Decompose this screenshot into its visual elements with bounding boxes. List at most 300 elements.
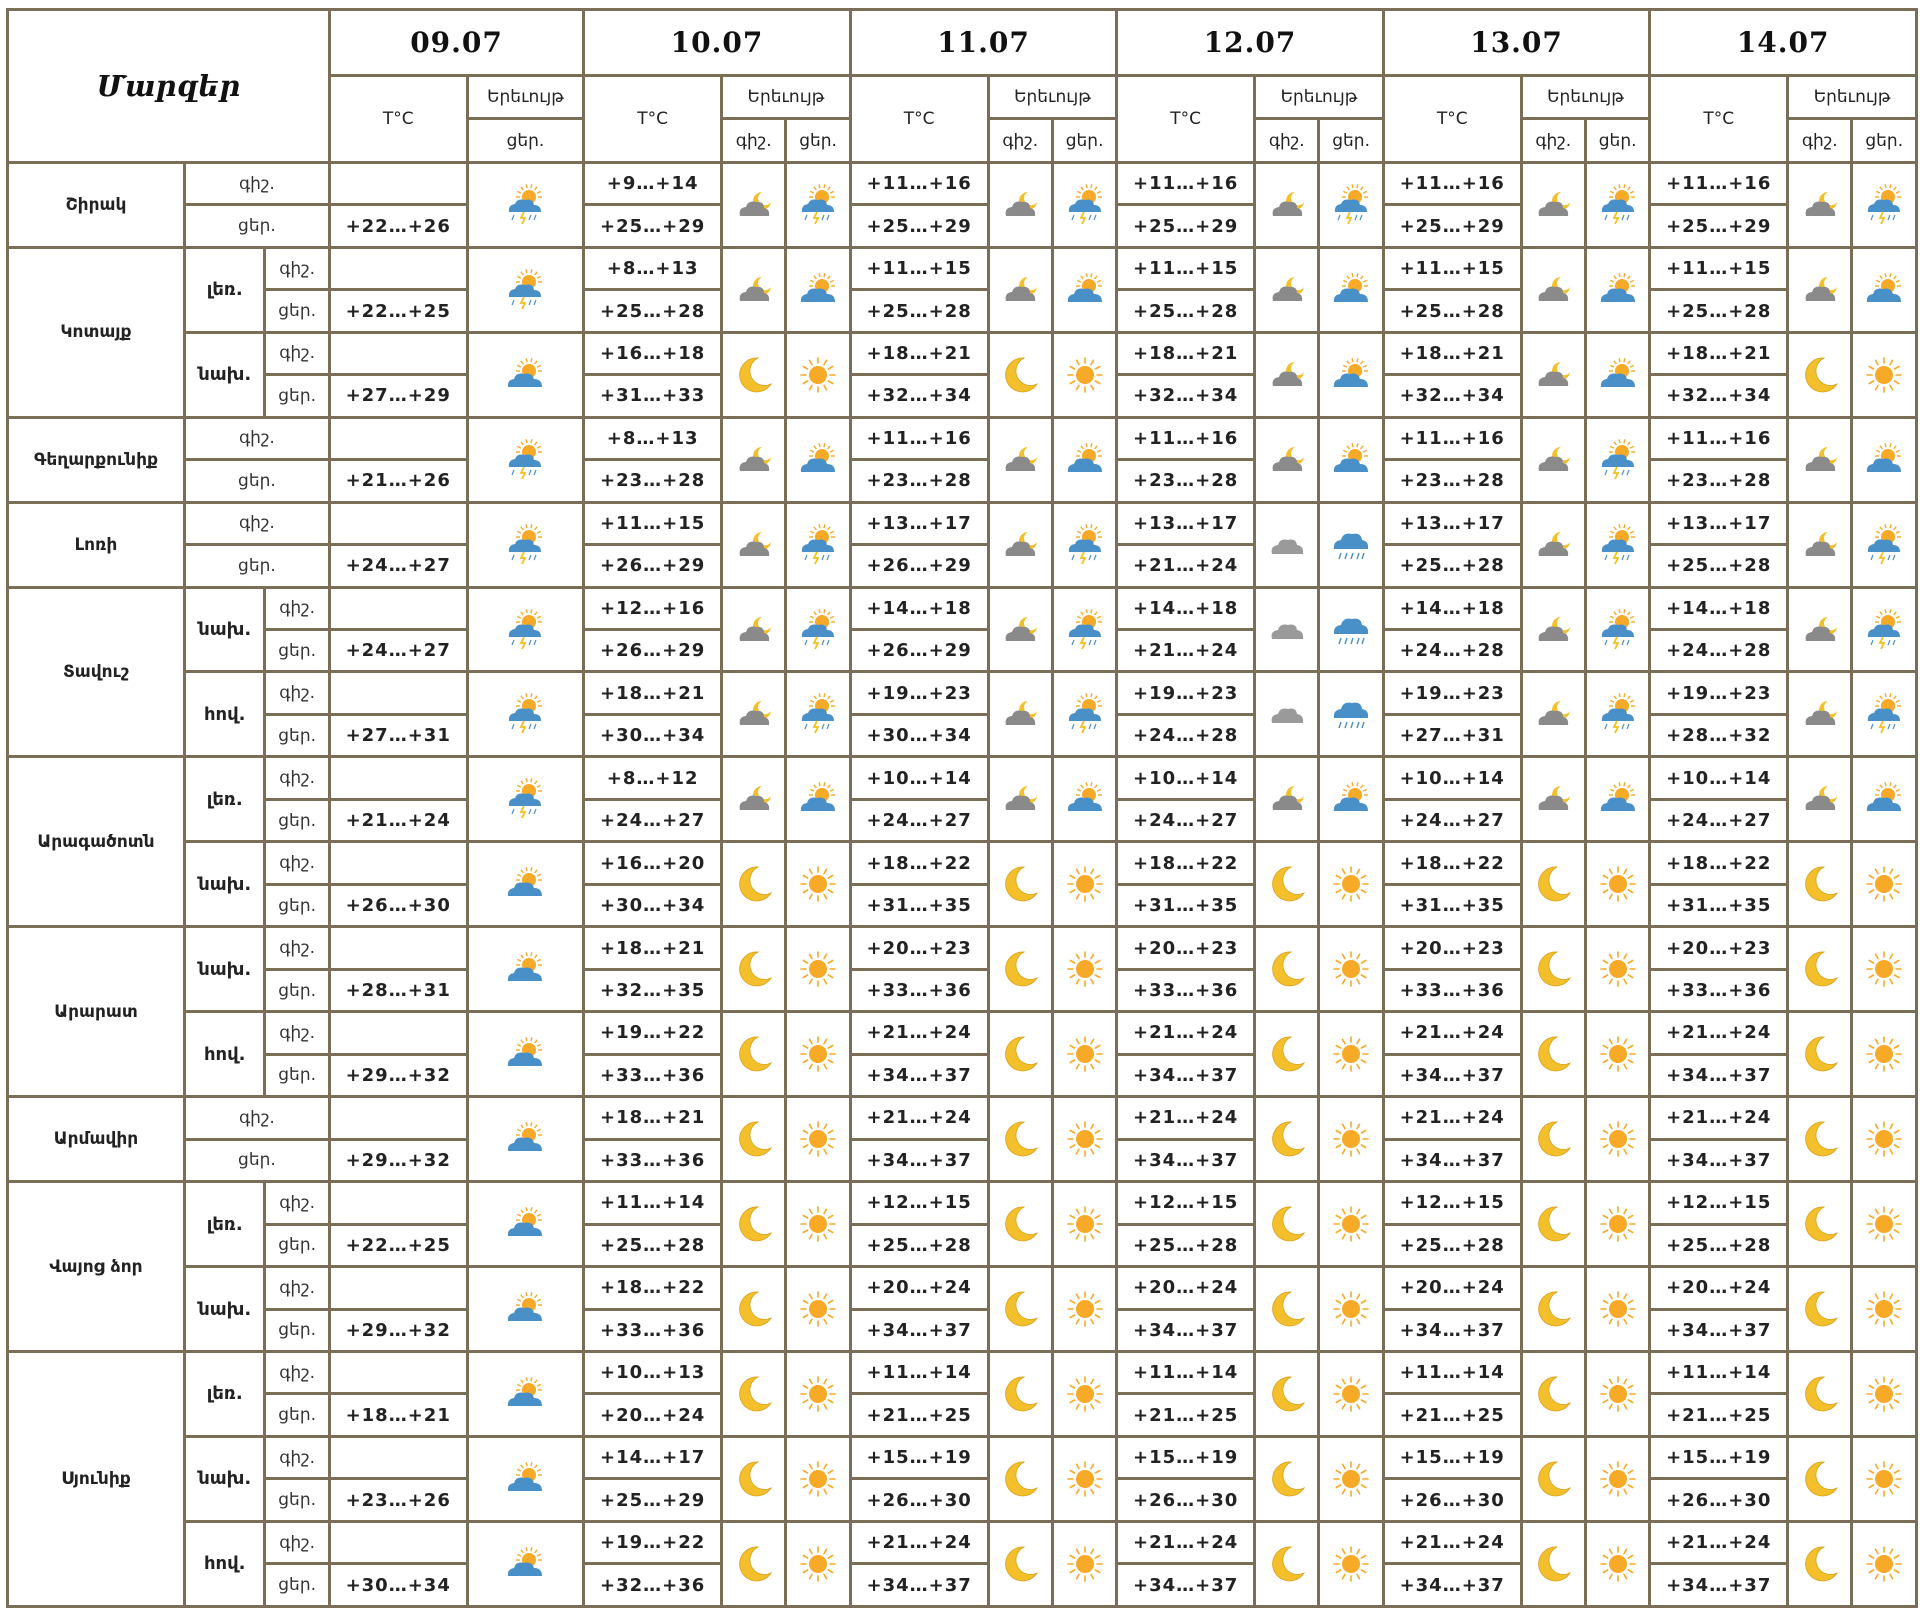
moon-icon — [988, 1436, 1052, 1521]
sun-icon — [1319, 927, 1383, 1012]
temp-day: +34…+37 — [1650, 1139, 1788, 1181]
temp-day: +23…+28 — [584, 460, 722, 502]
temp-day: +25…+28 — [1650, 290, 1788, 332]
forecast-row-night — [8, 1182, 1917, 1224]
temp-night: +21…+24 — [1650, 1521, 1788, 1563]
temp-night: +16…+20 — [584, 842, 722, 884]
sun-icon — [1852, 1097, 1917, 1182]
weather-header: Երեւույթ — [988, 75, 1117, 119]
temp-header: T°C — [1650, 75, 1788, 162]
moon-icon — [1521, 927, 1585, 1012]
sun-icon — [1052, 1521, 1116, 1606]
moon-icon — [722, 1351, 786, 1436]
temp-night: +20…+24 — [1650, 1267, 1788, 1309]
temp-night: +20…+24 — [1383, 1267, 1521, 1309]
temp-night: +11…+15 — [850, 247, 988, 289]
temp-day: +24…+27 — [1383, 799, 1521, 841]
temp-day: +34…+37 — [1383, 1054, 1521, 1096]
temp-day: +26…+30 — [329, 884, 467, 926]
temp-day: +21…+24 — [1117, 545, 1255, 587]
cloud-sun-icon — [1052, 757, 1116, 842]
moon-icon — [988, 842, 1052, 927]
forecast-row-night — [8, 1521, 1917, 1563]
night-label: գիշ. — [265, 587, 329, 629]
storm-sun-icon — [1585, 587, 1649, 672]
temp-night: +11…+16 — [1650, 162, 1788, 204]
forecast-row-night — [8, 842, 1917, 884]
moon-icon — [1521, 1351, 1585, 1436]
zone-label: նախ. — [185, 1267, 265, 1352]
moon-icon — [1521, 1097, 1585, 1182]
temp-night: +21…+24 — [850, 1012, 988, 1054]
cloud-moon-icon — [1255, 417, 1319, 502]
temp-night: +14…+18 — [1650, 587, 1788, 629]
weather-header: Երեւույթ — [1255, 75, 1384, 119]
moon-icon — [988, 332, 1052, 417]
moon-icon — [1788, 1097, 1852, 1182]
temp-night: +12…+15 — [1650, 1182, 1788, 1224]
temp-day: +24…+27 — [329, 630, 467, 672]
cloud-sun-icon — [786, 247, 850, 332]
temp-day: +30…+34 — [850, 714, 988, 756]
moon-icon — [1255, 1182, 1319, 1267]
storm-sun-icon — [467, 757, 584, 842]
day-header: ցեր. — [1319, 119, 1383, 163]
moon-icon — [1255, 927, 1319, 1012]
cloud-sun-icon — [467, 1012, 584, 1097]
temp-day: +34…+37 — [850, 1564, 988, 1607]
header-row-dates — [8, 10, 1917, 76]
zone-label: նախ. — [185, 927, 265, 1012]
moon-icon — [1255, 842, 1319, 927]
temp-night: +8…+13 — [584, 417, 722, 459]
temp-night: +11…+16 — [1383, 417, 1521, 459]
sun-icon — [786, 1097, 850, 1182]
sun-icon — [1052, 842, 1116, 927]
temp-header: T°C — [1117, 75, 1255, 162]
sun-icon — [1319, 1012, 1383, 1097]
temp-night-empty — [329, 587, 467, 629]
temp-header: T°C — [584, 75, 722, 162]
forecast-row-night — [8, 927, 1917, 969]
sun-icon — [1585, 842, 1649, 927]
cloud-moon-icon — [1521, 332, 1585, 417]
temp-day: +24…+27 — [329, 545, 467, 587]
temp-night: +14…+18 — [1117, 587, 1255, 629]
temp-day: +25…+28 — [1383, 290, 1521, 332]
night-label: գիշ. — [265, 1182, 329, 1224]
forecast-row-night — [8, 1351, 1917, 1393]
moon-icon — [722, 1267, 786, 1352]
night-header: գիշ. — [1255, 119, 1319, 163]
region-name: Արմավիր — [8, 1097, 185, 1182]
temp-night-empty — [329, 1182, 467, 1224]
night-label: գիշ. — [265, 332, 329, 374]
moon-icon — [1255, 1351, 1319, 1436]
moon-icon — [722, 1182, 786, 1267]
temp-night: +11…+15 — [1117, 247, 1255, 289]
sun-icon — [1319, 1436, 1383, 1521]
temp-day: +31…+35 — [1650, 884, 1788, 926]
temp-night: +18…+21 — [584, 672, 722, 714]
temp-night: +13…+17 — [850, 502, 988, 544]
moon-icon — [1788, 1267, 1852, 1352]
day-label: ցեր. — [265, 1224, 329, 1266]
storm-sun-icon — [467, 162, 584, 247]
moon-icon — [1521, 1521, 1585, 1606]
night-label: գիշ. — [185, 417, 330, 459]
moon-icon — [1255, 1436, 1319, 1521]
region-name: Լոռի — [8, 502, 185, 587]
temp-night: +11…+16 — [1117, 417, 1255, 459]
temp-night: +21…+24 — [850, 1097, 988, 1139]
cloud-moon-icon — [1521, 417, 1585, 502]
moon-icon — [1788, 1012, 1852, 1097]
rain-cloud-icon — [1255, 502, 1319, 587]
cloud-moon-icon — [1788, 502, 1852, 587]
date-header: 09.07 — [329, 10, 583, 76]
storm-cloud-icon — [1319, 502, 1383, 587]
temp-day: +25…+29 — [1117, 205, 1255, 247]
cloud-sun-icon — [467, 1097, 584, 1182]
cloud-sun-icon — [1319, 757, 1383, 842]
sun-icon — [1585, 1436, 1649, 1521]
temp-night: +11…+16 — [1650, 417, 1788, 459]
night-header: գիշ. — [1788, 119, 1852, 163]
temp-day: +30…+34 — [584, 884, 722, 926]
day-label: ցեր. — [265, 1309, 329, 1351]
moon-icon — [722, 332, 786, 417]
temp-night: +15…+19 — [1650, 1436, 1788, 1478]
cloud-sun-icon — [1585, 332, 1649, 417]
moon-icon — [1255, 1267, 1319, 1352]
temp-day: +30…+34 — [329, 1564, 467, 1607]
forecast-row-night — [8, 672, 1917, 714]
sun-icon — [1852, 927, 1917, 1012]
sun-icon — [786, 842, 850, 927]
storm-sun-icon — [467, 502, 584, 587]
sun-icon — [1319, 1097, 1383, 1182]
day-label: ցեր. — [185, 205, 330, 247]
temp-day: +26…+29 — [850, 630, 988, 672]
temp-night: +11…+15 — [584, 502, 722, 544]
cloud-moon-icon — [1788, 757, 1852, 842]
temp-day: +34…+37 — [1117, 1564, 1255, 1607]
cloud-moon-icon — [1788, 587, 1852, 672]
temp-night: +19…+23 — [1650, 672, 1788, 714]
temp-day: +18…+21 — [329, 1394, 467, 1436]
forecast-body — [8, 10, 1917, 1607]
temp-day: +25…+29 — [1650, 205, 1788, 247]
temp-day: +27…+29 — [329, 375, 467, 417]
temp-night-empty — [329, 247, 467, 289]
rain-cloud-icon — [1255, 672, 1319, 757]
temp-day: +26…+30 — [1383, 1479, 1521, 1521]
temp-day: +21…+25 — [1117, 1394, 1255, 1436]
moon-icon — [722, 927, 786, 1012]
temp-day: +24…+27 — [584, 799, 722, 841]
temp-night: +14…+17 — [584, 1436, 722, 1478]
temp-day: +31…+35 — [1117, 884, 1255, 926]
temp-day: +27…+31 — [1383, 714, 1521, 756]
storm-sun-icon — [1585, 502, 1649, 587]
temp-day: +34…+37 — [1383, 1564, 1521, 1607]
day-label: ցեր. — [265, 799, 329, 841]
moon-icon — [988, 1267, 1052, 1352]
temp-day: +34…+37 — [850, 1054, 988, 1096]
zone-label: նախ. — [185, 587, 265, 672]
sun-icon — [1585, 1097, 1649, 1182]
temp-day: +26…+29 — [584, 545, 722, 587]
temp-day: +24…+27 — [1117, 799, 1255, 841]
zone-label: նախ. — [185, 332, 265, 417]
temp-day: +21…+26 — [329, 460, 467, 502]
night-label: գիշ. — [265, 842, 329, 884]
temp-night: +11…+14 — [1117, 1351, 1255, 1393]
temp-day: +32…+36 — [584, 1564, 722, 1607]
sun-icon — [1052, 1351, 1116, 1436]
storm-sun-icon — [1852, 502, 1917, 587]
temp-night: +21…+24 — [1650, 1012, 1788, 1054]
sun-icon — [1319, 1267, 1383, 1352]
temp-night: +18…+21 — [1650, 332, 1788, 374]
temp-night: +14…+18 — [1383, 587, 1521, 629]
temp-night: +20…+23 — [1383, 927, 1521, 969]
temp-night: +15…+19 — [1383, 1436, 1521, 1478]
cloud-sun-icon — [467, 332, 584, 417]
cloud-sun-icon — [1852, 757, 1917, 842]
storm-sun-icon — [786, 587, 850, 672]
temp-day: +25…+29 — [1383, 205, 1521, 247]
storm-sun-icon — [467, 247, 584, 332]
cloud-moon-icon — [722, 757, 786, 842]
temp-night: +10…+13 — [584, 1351, 722, 1393]
temp-night: +18…+21 — [1117, 332, 1255, 374]
cloud-sun-icon — [1052, 417, 1116, 502]
temp-header: T°C — [1383, 75, 1521, 162]
cloud-moon-icon — [1521, 757, 1585, 842]
temp-night: +10…+14 — [850, 757, 988, 799]
sun-icon — [1852, 1182, 1917, 1267]
temp-night: +15…+19 — [850, 1436, 988, 1478]
sun-icon — [1585, 1182, 1649, 1267]
moon-icon — [722, 1012, 786, 1097]
temp-day: +31…+33 — [584, 375, 722, 417]
moon-icon — [988, 1182, 1052, 1267]
sun-icon — [1319, 1521, 1383, 1606]
night-label: գիշ. — [265, 1436, 329, 1478]
zone-label: լեռ. — [185, 757, 265, 842]
date-header: 10.07 — [584, 10, 851, 76]
temp-night-empty — [329, 502, 467, 544]
zone-label: լեռ. — [185, 1351, 265, 1436]
temp-night: +8…+12 — [584, 757, 722, 799]
temp-day: +28…+31 — [329, 969, 467, 1011]
night-label: գիշ. — [265, 1521, 329, 1563]
temp-night-empty — [329, 927, 467, 969]
cloud-moon-icon — [722, 417, 786, 502]
temp-day: +26…+29 — [850, 545, 988, 587]
moon-icon — [1788, 1182, 1852, 1267]
temp-night: +21…+24 — [1117, 1097, 1255, 1139]
temp-night: +11…+16 — [1383, 162, 1521, 204]
temp-night: +20…+23 — [1117, 927, 1255, 969]
region-name: Սյունիք — [8, 1351, 185, 1606]
temp-night: +18…+21 — [1383, 332, 1521, 374]
temp-night: +12…+15 — [850, 1182, 988, 1224]
cloud-moon-icon — [722, 587, 786, 672]
temp-night: +19…+23 — [1383, 672, 1521, 714]
temp-night: +18…+22 — [1650, 842, 1788, 884]
storm-sun-icon — [1052, 502, 1116, 587]
temp-day: +30…+34 — [584, 714, 722, 756]
cloud-sun-icon — [1852, 417, 1917, 502]
temp-night-empty — [329, 1521, 467, 1563]
sun-icon — [1052, 1097, 1116, 1182]
temp-day: +34…+37 — [1383, 1309, 1521, 1351]
day-label: ցեր. — [265, 1054, 329, 1096]
cloud-sun-icon — [467, 1436, 584, 1521]
temp-day: +21…+24 — [329, 799, 467, 841]
sun-icon — [1852, 1521, 1917, 1606]
moon-icon — [1521, 1182, 1585, 1267]
storm-sun-icon — [1052, 672, 1116, 757]
forecast-row-night — [8, 1267, 1917, 1309]
night-label: գիշ. — [265, 1351, 329, 1393]
temp-day: +24…+27 — [1650, 799, 1788, 841]
night-label: գիշ. — [265, 1267, 329, 1309]
temp-night-empty — [329, 417, 467, 459]
temp-night: +20…+24 — [1117, 1267, 1255, 1309]
sun-icon — [1052, 1436, 1116, 1521]
temp-day: +34…+37 — [1117, 1309, 1255, 1351]
sun-icon — [1852, 1351, 1917, 1436]
day-label: ցեր. — [185, 545, 330, 587]
cloud-moon-icon — [1788, 247, 1852, 332]
temp-day: +25…+28 — [850, 1224, 988, 1266]
cloud-moon-icon — [1255, 332, 1319, 417]
moon-icon — [1255, 1521, 1319, 1606]
temp-day: +23…+28 — [1650, 460, 1788, 502]
cloud-moon-icon — [988, 587, 1052, 672]
temp-day: +25…+28 — [1117, 1224, 1255, 1266]
temp-day: +29…+32 — [329, 1054, 467, 1096]
temp-day: +33…+36 — [1650, 969, 1788, 1011]
storm-sun-icon — [1319, 162, 1383, 247]
temp-night: +21…+24 — [850, 1521, 988, 1563]
regions-title: Մարզեր — [8, 10, 330, 163]
forecast-row-night — [8, 757, 1917, 799]
temp-day: +31…+35 — [850, 884, 988, 926]
sun-icon — [1319, 842, 1383, 927]
moon-icon — [722, 1521, 786, 1606]
moon-icon — [1788, 1436, 1852, 1521]
temp-night-empty — [329, 1012, 467, 1054]
storm-sun-icon — [1585, 162, 1649, 247]
temp-night: +9…+14 — [584, 162, 722, 204]
moon-icon — [988, 1521, 1052, 1606]
temp-day: +34…+37 — [1117, 1054, 1255, 1096]
temp-night: +21…+24 — [1650, 1097, 1788, 1139]
sun-icon — [1585, 1351, 1649, 1436]
temp-day: +21…+25 — [850, 1394, 988, 1436]
rain-cloud-icon — [1255, 587, 1319, 672]
temp-night: +18…+22 — [584, 1267, 722, 1309]
temp-night: +13…+17 — [1383, 502, 1521, 544]
storm-sun-icon — [1585, 672, 1649, 757]
temp-night: +18…+22 — [1383, 842, 1521, 884]
day-header: ցեր. — [1052, 119, 1116, 163]
date-header: 12.07 — [1117, 10, 1384, 76]
temp-day: +32…+34 — [850, 375, 988, 417]
temp-day: +21…+24 — [1117, 630, 1255, 672]
temp-night-empty — [329, 1351, 467, 1393]
temp-night: +21…+24 — [1117, 1012, 1255, 1054]
temp-day: +34…+37 — [850, 1309, 988, 1351]
temp-day: +34…+37 — [1117, 1139, 1255, 1181]
day-label: ցեր. — [265, 290, 329, 332]
cloud-moon-icon — [1255, 247, 1319, 332]
night-label: գիշ. — [185, 1097, 330, 1139]
temp-day: +32…+34 — [1117, 375, 1255, 417]
temp-day: +29…+32 — [329, 1309, 467, 1351]
temp-night: +18…+21 — [584, 927, 722, 969]
temp-night: +10…+14 — [1117, 757, 1255, 799]
cloud-moon-icon — [722, 162, 786, 247]
temp-night: +20…+23 — [850, 927, 988, 969]
cloud-sun-icon — [1052, 247, 1116, 332]
storm-sun-icon — [1852, 162, 1917, 247]
temp-day: +22…+25 — [329, 290, 467, 332]
cloud-sun-icon — [1319, 332, 1383, 417]
sun-icon — [786, 1012, 850, 1097]
sun-icon — [1852, 1012, 1917, 1097]
temp-night-empty — [329, 1097, 467, 1139]
temp-day: +33…+36 — [584, 1309, 722, 1351]
sun-icon — [1052, 1182, 1116, 1267]
sun-icon — [786, 1436, 850, 1521]
temp-day: +23…+28 — [1117, 460, 1255, 502]
region-name: Արարատ — [8, 927, 185, 1097]
night-label: գիշ. — [265, 757, 329, 799]
temp-night-empty — [329, 842, 467, 884]
zone-label: լեռ. — [185, 1182, 265, 1267]
temp-night: +18…+22 — [1117, 842, 1255, 884]
temp-day: +25…+29 — [584, 205, 722, 247]
temp-night: +20…+24 — [850, 1267, 988, 1309]
cloud-moon-icon — [988, 162, 1052, 247]
temp-day: +34…+37 — [1650, 1309, 1788, 1351]
cloud-moon-icon — [988, 247, 1052, 332]
temp-day: +24…+28 — [1650, 630, 1788, 672]
sun-icon — [786, 927, 850, 1012]
temp-night: +13…+17 — [1650, 502, 1788, 544]
cloud-moon-icon — [988, 757, 1052, 842]
cloud-sun-icon — [786, 757, 850, 842]
temp-night: +19…+23 — [1117, 672, 1255, 714]
temp-night: +14…+18 — [850, 587, 988, 629]
storm-sun-icon — [467, 672, 584, 757]
storm-sun-icon — [1852, 672, 1917, 757]
region-name: Տավուշ — [8, 587, 185, 757]
temp-day: +25…+28 — [1117, 290, 1255, 332]
temp-day: +21…+25 — [1383, 1394, 1521, 1436]
cloud-sun-icon — [1319, 417, 1383, 502]
temp-day: +33…+36 — [1383, 969, 1521, 1011]
cloud-sun-icon — [1585, 757, 1649, 842]
temp-day: +33…+36 — [584, 1054, 722, 1096]
sun-icon — [1852, 842, 1917, 927]
